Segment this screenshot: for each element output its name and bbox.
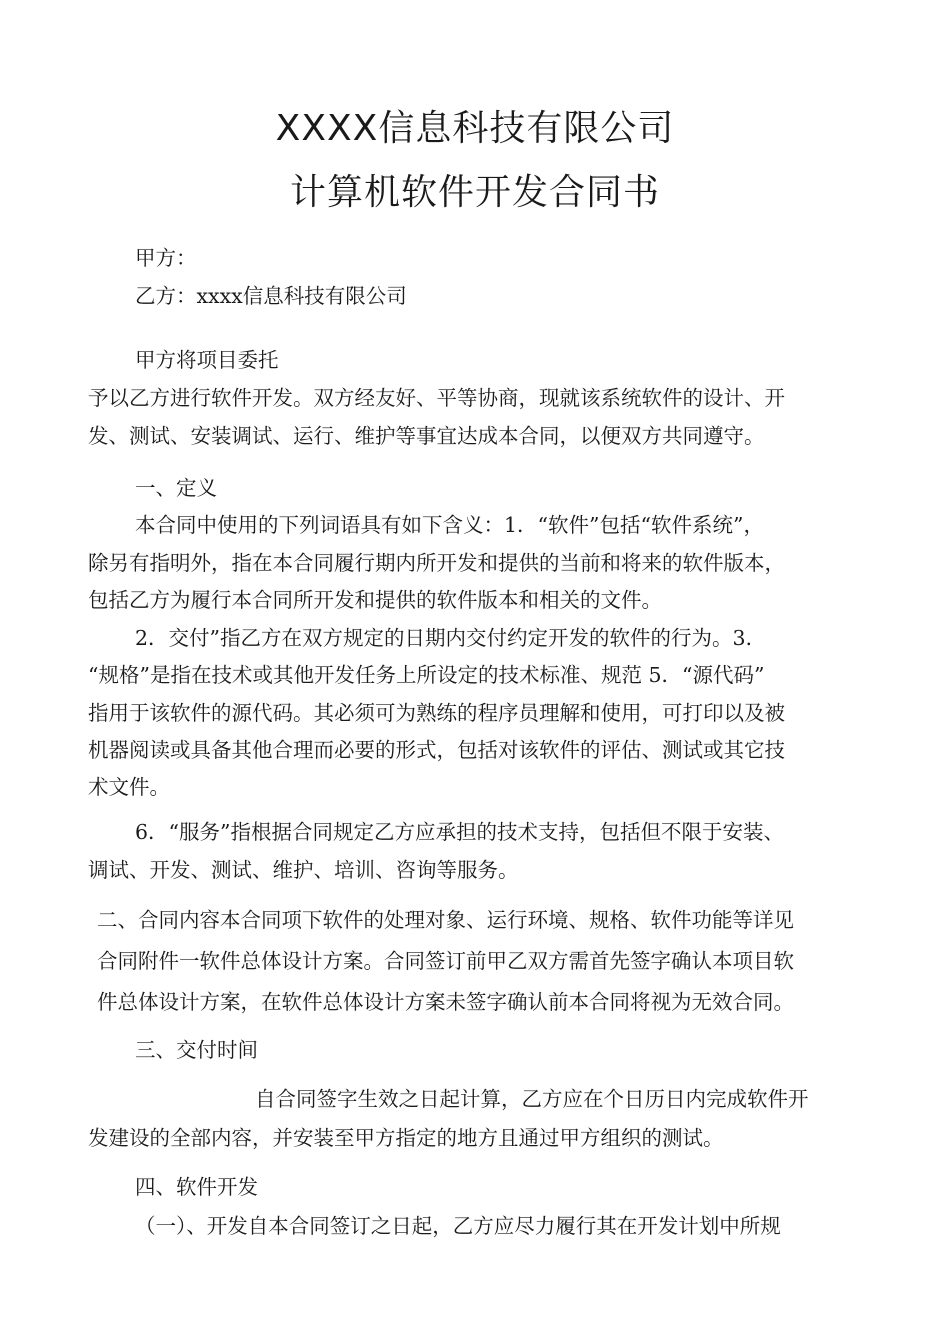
section4-line: （一）、开发自本合同签订之日起，乙方应尽力履行其在开发计划中所规 (135, 1214, 781, 1238)
section1-p2-line: 指用于该软件的源代码。其必须可为熟练的程序员理解和使用，可打印以及被 (88, 701, 785, 725)
section3-line: 自合同签字生效之日起计算，乙方应在个日历日内完成软件开 (255, 1087, 809, 1111)
intro-line: 发、测试、安装调试、运行、维护等事宜达成本合同，以便双方共同遵守。 (88, 424, 765, 448)
section4-heading: 四、软件开发 (135, 1175, 258, 1199)
section1-p1-line: 包括乙方为履行本合同所开发和提供的软件版本和相关的文件。 (88, 588, 662, 612)
section2-line: 合同附件一软件总体设计方案。合同签订前甲乙双方需首先签字确认本项目软 (97, 949, 794, 973)
section3-heading: 三、交付时间 (135, 1038, 258, 1062)
party-a: 甲方： (135, 246, 197, 270)
party-b: 乙方：xxxx信息科技有限公司 (135, 284, 407, 308)
section1-p1-line: 除另有指明外，指在本合同履行期内所开发和提供的当前和将来的软件版本， (88, 551, 785, 575)
section1-p2-line: “规格”是指在技术或其他开发任务上所设定的技术标准、规范 5．“源代码” (88, 663, 765, 687)
section1-heading: 一、定义 (135, 476, 217, 500)
intro-line: 予以乙方进行软件开发。双方经友好、平等协商，现就该系统软件的设计、开 (88, 386, 785, 410)
section1-p2-line: 2．交付”指乙方在双方规定的日期内交付约定开发的软件的行为。3． (135, 626, 767, 650)
section1-p3-line: 调试、开发、测试、维护、培训、咨询等服务。 (88, 858, 519, 882)
section1-p2-line: 机器阅读或具备其他合理而必要的形式，包括对该软件的评估、测试或其它技 (88, 738, 785, 762)
section2-line: 件总体设计方案，在软件总体设计方案未签字确认前本合同将视为无效合同。 (97, 990, 794, 1014)
section1-p2-line: 术文件。 (88, 775, 170, 799)
company-title: XXXX信息科技有限公司 (275, 108, 675, 149)
intro-line: 甲方将项目委托 (135, 348, 279, 372)
contract-title: 计算机软件开发合同书 (289, 172, 660, 213)
section3-line: 发建设的全部内容，并安装至甲方指定的地方且通过甲方组织的测试。 (88, 1126, 724, 1150)
section1-p3-line: 6．“服务”指根据合同规定乙方应承担的技术支持，包括但不限于安装、 (135, 820, 785, 844)
section2-line: 二、合同内容本合同项下软件的处理对象、运行环境、规格、软件功能等详见 (97, 908, 794, 932)
section1-p1-line: 本合同中使用的下列词语具有如下含义：1．“软件”包括“软件系统”， (135, 513, 764, 537)
